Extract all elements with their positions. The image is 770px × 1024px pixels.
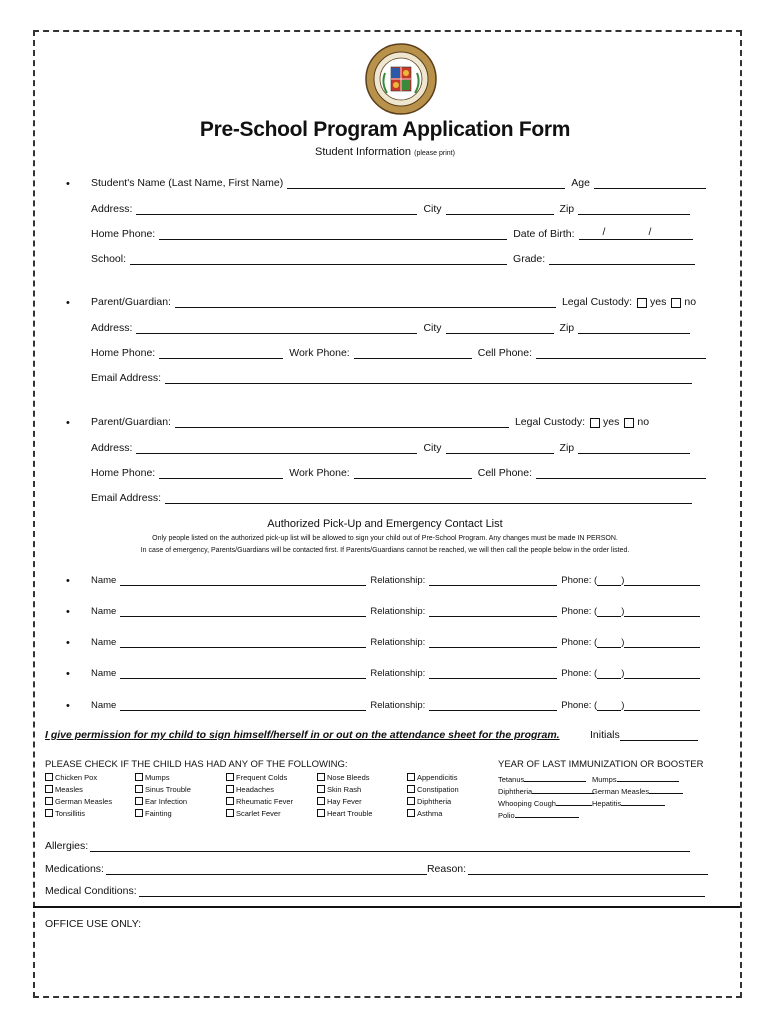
condition-checkbox[interactable] (317, 797, 325, 805)
condition-label: Rheumatic Fever (236, 797, 294, 806)
student-name-label: Student's Name (Last Name, First Name) (91, 177, 284, 189)
phone-area-code-field[interactable] (597, 574, 621, 586)
condition-checkbox[interactable] (317, 809, 325, 817)
condition-checkbox[interactable] (45, 809, 53, 817)
condition-checkbox[interactable] (317, 773, 325, 781)
contact-name-field[interactable] (120, 574, 366, 586)
phone-close-paren: ) (621, 606, 625, 617)
grade-label: Grade: (513, 253, 546, 265)
student-zip-field[interactable] (578, 203, 690, 215)
office-use-label: OFFICE USE ONLY: (45, 918, 142, 930)
home-phone-label: Home Phone: (91, 228, 156, 240)
allergies-row (45, 840, 690, 852)
guardian1-email-field[interactable] (165, 372, 692, 384)
condition-label: Appendicitis (417, 773, 458, 782)
relationship-field[interactable] (429, 699, 557, 711)
immunization-label: Hepatitis (592, 799, 622, 808)
condition-item (135, 773, 170, 782)
immunization-year-field[interactable] (617, 773, 679, 782)
guardian2-zip-field[interactable] (578, 442, 690, 454)
immunization-year-field[interactable] (649, 785, 683, 794)
medications-label: Medications: (45, 863, 104, 875)
condition-label: Diphtheria (417, 797, 452, 806)
phone-close-paren: ) (621, 668, 625, 679)
condition-label: Sinus Trouble (145, 785, 191, 794)
guardian1-city-field[interactable] (446, 322, 554, 334)
condition-checkbox[interactable] (45, 785, 53, 793)
city-label: City (423, 442, 442, 454)
contact-name-label: Name (91, 575, 117, 586)
office-divider (33, 906, 740, 908)
student-phone-row (91, 228, 693, 240)
city-label: City (423, 322, 442, 334)
phone-label: Phone: ( (561, 575, 598, 586)
condition-label: Nose Bleeds (327, 773, 370, 782)
school-label: School: (91, 253, 127, 265)
condition-item (317, 797, 362, 806)
condition-checkbox[interactable] (407, 785, 415, 793)
condition-checkbox[interactable] (135, 785, 143, 793)
dob-label: Date of Birth: (513, 228, 575, 240)
relationship-label: Relationship: (370, 637, 426, 648)
guardian2-phones-row (91, 467, 706, 479)
bullet: • (66, 668, 70, 680)
immunization-label: Diphtheria (498, 787, 533, 796)
guardian1-name-field[interactable] (175, 296, 556, 308)
zip-label: Zip (559, 322, 575, 334)
guardian2-name-row (91, 416, 649, 428)
student-school-row (91, 253, 695, 265)
condition-item (135, 785, 191, 794)
relationship-field[interactable] (429, 574, 557, 586)
condition-checkbox[interactable] (317, 785, 325, 793)
phone-close-paren: ) (621, 637, 625, 648)
pickup-note-2: In case of emergency, Parents/Guardians will be contacted first. If Parents/Guardians cannot be reached, we will then call the people below in the order listed. (140, 547, 630, 554)
phone-number-field[interactable] (624, 636, 700, 648)
condition-item (407, 773, 457, 782)
immunization-item (498, 809, 579, 820)
bullet: • (66, 575, 70, 587)
zip-label: Zip (559, 203, 575, 215)
contact-name-field[interactable] (120, 699, 366, 711)
home-phone-label: Home Phone: (91, 467, 156, 479)
immunization-label: Mumps (592, 775, 617, 784)
email-label: Email Address: (91, 492, 162, 504)
email-label: Email Address: (91, 372, 162, 384)
custody-no-checkbox[interactable] (671, 298, 681, 308)
condition-checkbox[interactable] (45, 773, 53, 781)
conditions-heading: PLEASE CHECK IF THE CHILD HAS HAD ANY OF THE FOLLOWING: (45, 759, 348, 770)
condition-label: Hay Fever (327, 797, 362, 806)
guardian1-cell-phone-field[interactable] (536, 347, 706, 359)
medications-row (45, 863, 708, 875)
student-home-phone-field[interactable] (159, 228, 507, 240)
guardian2-email-row (91, 492, 692, 504)
guardian-label: Parent/Guardian: (91, 296, 171, 308)
relationship-label: Relationship: (370, 606, 426, 617)
cell-phone-label: Cell Phone: (477, 347, 533, 359)
condition-checkbox[interactable] (226, 773, 234, 781)
guardian2-email-field[interactable] (165, 492, 692, 504)
form-subtitle: Student Information (please print) (315, 146, 455, 158)
condition-item (45, 797, 112, 806)
allergies-field[interactable] (90, 840, 690, 852)
address-label: Address: (91, 322, 133, 334)
condition-item (135, 797, 187, 806)
pickup-contact-row (91, 636, 700, 648)
condition-checkbox[interactable] (226, 809, 234, 817)
legal-custody-label: Legal Custody: (514, 416, 586, 428)
condition-checkbox[interactable] (226, 785, 234, 793)
relationship-label: Relationship: (370, 700, 426, 711)
condition-checkbox[interactable] (407, 809, 415, 817)
condition-item (407, 809, 442, 818)
phone-area-code-field[interactable] (597, 699, 621, 711)
guardian2-work-phone-field[interactable] (354, 467, 472, 479)
immunization-label: Polio (498, 811, 515, 820)
immunization-year-field[interactable] (532, 785, 594, 794)
initials-field[interactable] (620, 729, 698, 741)
phone-area-code-field[interactable] (597, 667, 621, 679)
phone-number-field[interactable] (624, 605, 700, 617)
guardian1-address-field[interactable] (136, 322, 417, 334)
condition-label: Scarlet Fever (236, 809, 281, 818)
condition-checkbox[interactable] (407, 773, 415, 781)
city-seal-logo (365, 43, 437, 115)
pickup-contact-row (91, 574, 700, 586)
condition-item (407, 785, 459, 794)
guardian1-name-row (91, 296, 696, 308)
condition-label: Frequent Colds (236, 773, 288, 782)
medical-conditions-label: Medical Conditions: (45, 885, 137, 897)
work-phone-label: Work Phone: (289, 347, 350, 359)
contact-name-field[interactable] (120, 636, 366, 648)
phone-number-field[interactable] (624, 667, 700, 679)
pickup-note-1: Only people listed on the authorized pick-up list will be allowed to sign your child out of Pre-School Program. Any changes must be made IN PERSON. (152, 535, 618, 542)
condition-item (317, 809, 372, 818)
bullet: • (66, 700, 70, 712)
initials-label: Initials (590, 729, 620, 741)
phone-label: Phone: ( (561, 700, 598, 711)
form-title: Pre-School Program Application Form (199, 118, 571, 141)
condition-label: Measles (55, 785, 83, 794)
relationship-label: Relationship: (370, 575, 426, 586)
relationship-label: Relationship: (370, 668, 426, 679)
immunization-item (592, 797, 665, 808)
condition-checkbox[interactable] (226, 797, 234, 805)
condition-checkbox[interactable] (135, 809, 143, 817)
medical-conditions-row (45, 885, 705, 897)
condition-label: Asthma (417, 809, 443, 818)
guardian2-name-field[interactable] (175, 416, 509, 428)
guardian2-address-field[interactable] (136, 442, 417, 454)
pickup-contact-row (91, 605, 700, 617)
guardian2-cell-phone-field[interactable] (536, 467, 706, 479)
condition-label: Constipation (417, 785, 459, 794)
student-name-field[interactable] (287, 177, 565, 189)
immunization-year-field[interactable] (524, 773, 586, 782)
phone-label: Phone: ( (561, 637, 598, 648)
phone-number-field[interactable] (624, 574, 700, 586)
bullet: • (66, 637, 70, 649)
condition-item (135, 809, 172, 818)
reason-field[interactable] (468, 863, 708, 875)
condition-item (226, 773, 287, 782)
contact-name-label: Name (91, 700, 117, 711)
student-address-field[interactable] (136, 203, 417, 215)
immunization-year-field[interactable] (556, 797, 592, 806)
bullet: • (66, 178, 70, 190)
custody-yes-checkbox[interactable] (637, 298, 647, 308)
grade-field[interactable] (549, 253, 695, 265)
relationship-field[interactable] (429, 636, 557, 648)
yes-label: yes (650, 296, 667, 308)
condition-item (317, 773, 370, 782)
immunization-item (592, 773, 679, 784)
medical-conditions-field[interactable] (139, 885, 705, 897)
bullet: • (66, 606, 70, 618)
allergies-label: Allergies: (45, 840, 89, 852)
condition-item (226, 809, 281, 818)
phone-area-code-field[interactable] (597, 636, 621, 648)
condition-item (45, 773, 97, 782)
address-label: Address: (91, 203, 133, 215)
relationship-field[interactable] (429, 667, 557, 679)
condition-item (226, 785, 274, 794)
guardian1-home-phone-field[interactable] (159, 347, 283, 359)
condition-checkbox[interactable] (135, 773, 143, 781)
work-phone-label: Work Phone: (289, 467, 350, 479)
guardian-label: Parent/Guardian: (91, 416, 171, 428)
contact-name-label: Name (91, 606, 117, 617)
condition-label: Fainting (145, 809, 172, 818)
contact-name-field[interactable] (120, 667, 366, 679)
age-label: Age (571, 177, 590, 189)
student-city-field[interactable] (446, 203, 554, 215)
immunization-year-field[interactable] (621, 797, 665, 806)
phone-area-code-field[interactable] (597, 605, 621, 617)
condition-item (45, 785, 83, 794)
home-phone-label: Home Phone: (91, 347, 156, 359)
student-address-row (91, 203, 690, 215)
phone-close-paren: ) (621, 700, 625, 711)
condition-label: Mumps (145, 773, 170, 782)
custody-yes-checkbox[interactable] (590, 418, 600, 428)
guardian2-home-phone-field[interactable] (159, 467, 283, 479)
guardian1-phones-row (91, 347, 706, 359)
medications-field[interactable] (106, 863, 427, 875)
immunization-label: German Measles (592, 787, 650, 796)
relationship-field[interactable] (429, 605, 557, 617)
condition-label: Heart Trouble (327, 809, 373, 818)
contact-name-label: Name (91, 668, 117, 679)
pickup-contact-row (91, 699, 700, 711)
immunization-year-field[interactable] (515, 809, 579, 818)
zip-label: Zip (559, 442, 575, 454)
condition-label: Ear Infection (145, 797, 188, 806)
legal-custody-label: Legal Custody: (561, 296, 633, 308)
immunization-item (592, 785, 683, 796)
student-name-row (91, 177, 706, 189)
pickup-contact-row (91, 667, 700, 679)
guardian1-email-row (91, 372, 692, 384)
bullet: • (66, 417, 70, 429)
phone-close-paren: ) (621, 575, 625, 586)
form-border (33, 30, 742, 998)
guardian2-city-field[interactable] (446, 442, 554, 454)
yes-label: yes (603, 416, 620, 428)
guardian1-work-phone-field[interactable] (354, 347, 472, 359)
immunization-item (498, 785, 594, 796)
condition-checkbox[interactable] (135, 797, 143, 805)
cell-phone-label: Cell Phone: (477, 467, 533, 479)
city-label: City (423, 203, 442, 215)
condition-label: Chicken Pox (55, 773, 98, 782)
phone-label: Phone: ( (561, 668, 598, 679)
immunization-item (498, 773, 586, 784)
condition-item (407, 797, 451, 806)
immunization-item (498, 797, 592, 808)
no-label: no (637, 416, 650, 428)
custody-no-checkbox[interactable] (624, 418, 634, 428)
condition-checkbox[interactable] (45, 797, 53, 805)
condition-item (317, 785, 361, 794)
bullet: • (66, 297, 70, 309)
condition-label: German Measles (55, 797, 113, 806)
condition-checkbox[interactable] (407, 797, 415, 805)
guardian2-address-row (91, 442, 690, 454)
condition-item (226, 797, 293, 806)
phone-number-field[interactable] (624, 699, 700, 711)
guardian1-address-row (91, 322, 690, 334)
immunization-heading: YEAR OF LAST IMMUNIZATION OR BOOSTER (498, 759, 704, 770)
contact-name-label: Name (91, 637, 117, 648)
initials-row (590, 729, 698, 741)
condition-item (45, 809, 85, 818)
condition-label: Skin Rash (327, 785, 362, 794)
condition-label: Tonsillitis (55, 809, 86, 818)
address-label: Address: (91, 442, 133, 454)
pickup-section-title: Authorized Pick-Up and Emergency Contact List (267, 518, 503, 530)
no-label: no (684, 296, 697, 308)
guardian1-zip-field[interactable] (578, 322, 690, 334)
reason-label: Reason: (426, 863, 467, 875)
immunization-label: Whooping Cough (498, 799, 556, 808)
condition-label: Headaches (236, 785, 274, 794)
immunization-label: Tetanus (498, 775, 525, 784)
dob-field[interactable]: / / (579, 228, 693, 240)
phone-label: Phone: ( (561, 606, 598, 617)
self-sign-permission-text: I give permission for my child to sign himself/herself in or out on the attendance sheet for the program. (45, 729, 560, 741)
school-field[interactable] (130, 253, 507, 265)
age-field[interactable] (594, 177, 706, 189)
contact-name-field[interactable] (120, 605, 366, 617)
